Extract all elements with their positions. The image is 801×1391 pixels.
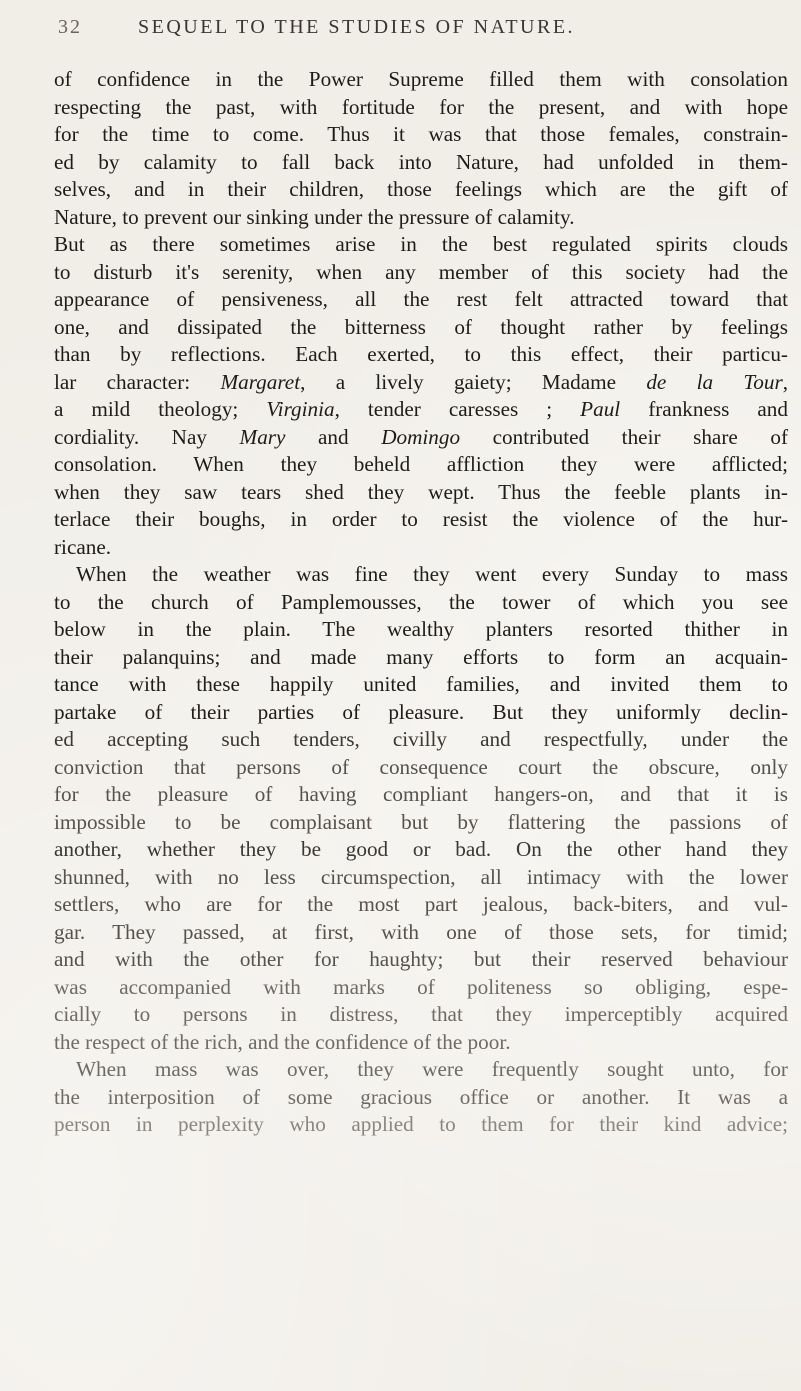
text-line: cordiality. Nay Mary and Domingo contributed their share of [54, 424, 788, 449]
text-line: lar character: Margaret, a lively gaiety; Madame de la Tour, [54, 369, 788, 394]
text-line: when they saw tears shed they wept. Thus the feeble plants in- [54, 479, 788, 504]
text-line: to disturb it's serenity, when any member of this society had the [54, 259, 788, 284]
text-line: was accompanied with marks of politeness so obliging, espe- [54, 974, 788, 999]
text-line: shunned, with no less circumspection, all intimacy with the lower [54, 864, 788, 889]
text-line: for the time to come. Thus it was that those females, constrain- [54, 122, 788, 146]
name-margaret: Margaret [220, 369, 301, 394]
text-line: But as there sometimes arise in the best regulated spirits clouds [54, 232, 788, 256]
text-line: respecting the past, with fortitude for the present, and with hope [54, 94, 788, 119]
text-line: another, whether they be good or bad. On the other hand they [54, 837, 788, 861]
text-line: below in the plain. The wealthy planters resorted thither in [54, 617, 788, 641]
text-line: than by reflections. Each exerted, to this effect, their particu- [54, 342, 788, 366]
text-line: terlace their boughs, in order to resist the violence of the hur- [54, 507, 788, 531]
text-line: a mild theology; Virginia, tender caresses ; Paul frankness and [54, 397, 788, 421]
name-virginia: Virginia [266, 397, 335, 421]
text-line: appearance of pensiveness, all the rest felt attracted toward that [54, 287, 788, 311]
page-number: 32 [58, 16, 82, 38]
name-paul: Paul [580, 397, 621, 421]
running-title: SEQUEL TO THE STUDIES OF NATURE. [138, 16, 576, 38]
text-line: tance with these happily united families, and invited them to [54, 672, 788, 696]
text-line: When the weather was fine they went every Sunday to mass [76, 562, 788, 586]
name-de-la: de la [646, 369, 714, 394]
text-line: the interposition of some gracious office or another. It was a [54, 1084, 788, 1109]
text-line: the respect of the rich, and the confidence of the poor. [54, 1029, 511, 1054]
running-head [58, 16, 758, 39]
text-line: cially to persons in distress, that they imperceptibly acquired [54, 1002, 788, 1026]
text-line: ed accepting such tenders, civilly and respectfully, under the [54, 727, 788, 751]
text-line: ricane. [54, 534, 112, 559]
text-line: of confidence in the Power Supreme filled them with consolation [54, 67, 788, 91]
text-line: settlers, who are for the most part jealous, back-biters, and vul- [54, 892, 788, 916]
text-line: partake of their parties of pleasure. But they uniformly declin- [54, 699, 788, 724]
text-line: for the pleasure of having compliant hangers-on, and that it is [54, 782, 788, 806]
text-line: gar. They passed, at first, with one of those sets, for timid; [54, 919, 788, 944]
text-line: consolation. When they beheld affliction they were afflicted; [54, 452, 788, 476]
text-line: selves, and in their children, those feelings which are the gift of [54, 177, 788, 201]
text-line: to the church of Pamplemousses, the tower of which you see [54, 589, 788, 614]
name-domingo: Domingo [381, 424, 461, 449]
text-line: Nature, to prevent our sinking under the pressure of calamity. [54, 204, 575, 229]
text-line: conviction that persons of consequence court the obscure, only [54, 754, 788, 779]
name-mary: Mary [239, 424, 286, 449]
text-line: When mass was over, they were frequently sought unto, for [76, 1057, 788, 1081]
text-line: their palanquins; and made many efforts to form an acquain- [54, 644, 788, 669]
text-line: one, and dissipated the bitterness of thought rather by feelings [54, 314, 788, 339]
text-line: ed by calamity to fall back into Nature, had unfolded in them- [54, 149, 788, 174]
text-line: person in perplexity who applied to them for their kind advice; [54, 1112, 788, 1136]
text-line: impossible to be complaisant but by flattering the passions of [54, 809, 788, 834]
body-text [54, 66, 788, 1139]
name-tour: Tour [743, 369, 783, 394]
text-line: and with the other for haughty; but their reserved behaviour [54, 947, 788, 971]
